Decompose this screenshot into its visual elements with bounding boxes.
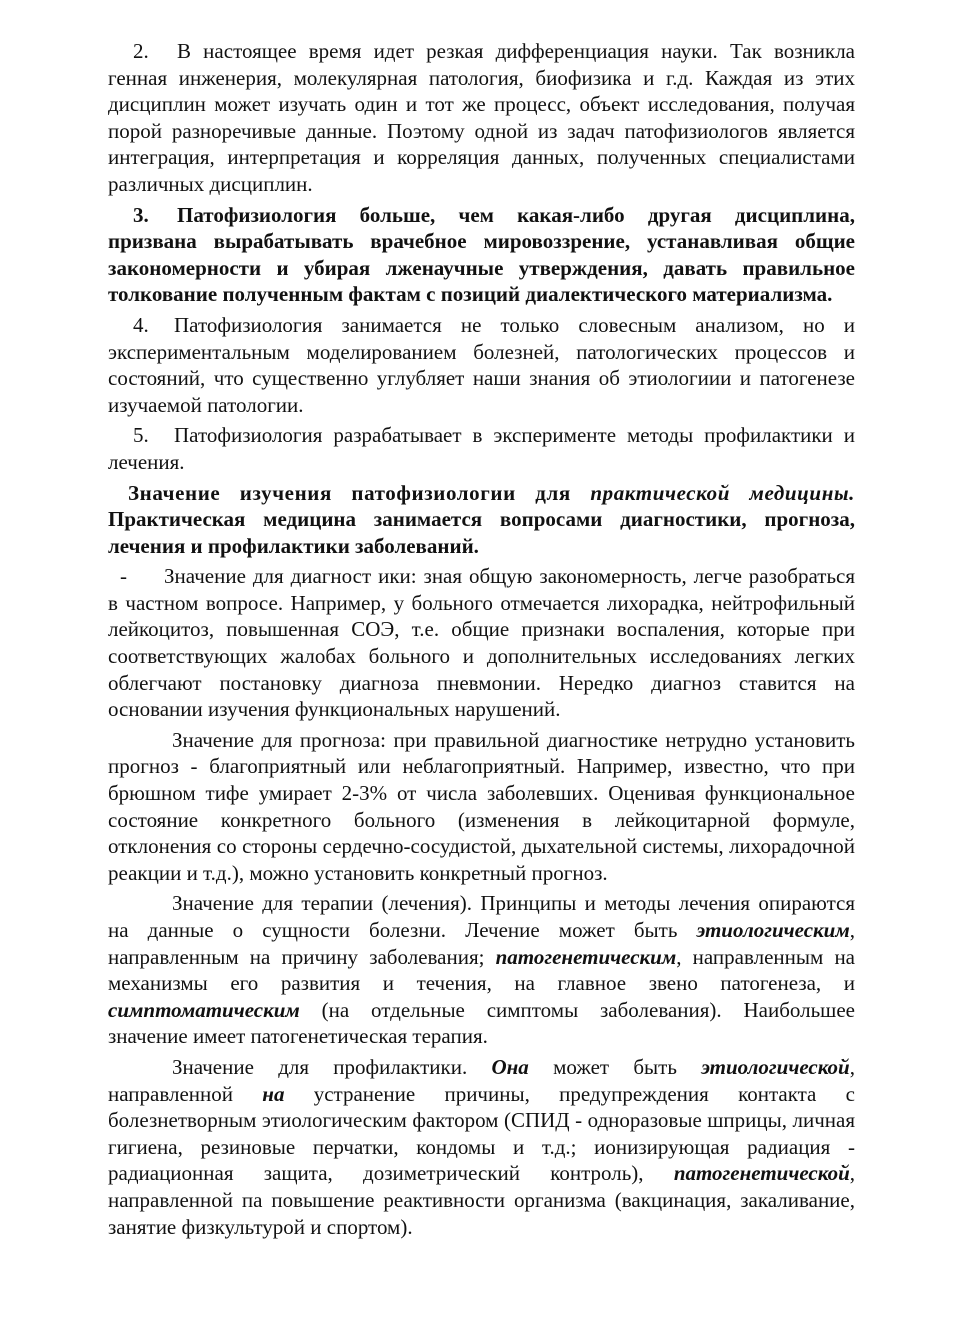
paragraph-diagnostics [108,563,855,723]
emphasis-ona: Она [491,1054,529,1079]
paragraph-text: Патофизиология занимается не только словесным анализом, но и экспериментальным моделированием болезней, патологических процессов и состояний, что существенно углубляет наши знания об этиологиии и патогенезе изучаемой патологии. [108,312,855,417]
text-run: , направленным на механизмы его развития и течения, на главное звено патогенеза, и [108,944,856,996]
paragraph-number: 2. [133,39,149,63]
emphasis-etiological: этиологической [701,1054,850,1079]
paragraph-text: Патофизиология больше, чем какая-либо другая дисциплина, призвана вырабатывать врачебное мировоззрение, устанавливая общие закономерности и убирая лженаучные утверждения, давать правильное толкование полученным фактам с позиций диалектического материализма. [108,202,855,307]
paragraph-prognosis [108,727,855,887]
paragraph-number: 4. [133,312,149,337]
text-run: Значение для терапии (лечения). Принципы и методы лечения опираются на данные о сущности болезни. Лечение может быть [108,891,855,942]
paragraph-2 [108,38,855,198]
emphasis-pathogenetic: патогенетической [673,1161,850,1186]
paragraph-prophylaxis [108,1054,855,1240]
paragraph-5 [108,422,855,475]
text-run: , направленным на причину заболевания; [108,918,855,969]
text-run: (на отдельные симптомы заболевания). Наибольшее значение имеет патогенетическая терапия. [108,997,855,1049]
emphasis-pathogenetic: патогенетическим [495,944,677,969]
text-run: , направленной [108,1054,855,1106]
paragraph-3 [108,202,855,308]
document-page [108,38,855,1240]
text-run: , направленной па повышение реактивности организма (вакцинация, закаливание, занятие физкультурой и спортом). [108,1161,855,1239]
paragraph-text: Значение для прогноза: при правильной диагностике нетрудно установить прогноз - благоприятный или неблагоприятный. Например, известно, что при брюшном тифе умирает 2-3% от числа заболевших. Оценивая функциональное состояние конкретного больного (изменения в лейкоцитарной формуле, отклонения со стороны сердечно-сосудистой, дыхательной системы, лихорадочной реакции и т.д.), можно установить конкретный прогноз. [108,727,855,885]
heading-lead: Значение изучения патофизиологии для [128,480,591,505]
paragraph-4 [108,312,855,418]
paragraph-text: Патофизиология разрабатывает в эксперименте методы профилактики и лечения. [108,423,855,474]
heading-emphasis: практической медицины. [590,480,855,505]
paragraph-text: В настоящее время идет резкая дифференциация науки. Так возникла генная инженерия, молекулярная патология, биофизика и г.д. Каждая из этих дисциплин может изучать один и тот же процесс, объект исследования, получая порой разноречивые данные. Поэтому одной из задач патофизиологов является интеграция, интерпретация и корреляция данных, полученных специалистами различных дисциплин. [108,39,855,196]
heading-rest: Практическая медицина занимается вопросами диагностики, прогноза, лечения и профилактики заболеваний. [108,507,855,558]
text-run: устранение причины, предупреждения контакта с болезнетворным этиологическим фактором (СПИД - одноразовые шприцы, личная гигиена, резиновые перчатки, кондомы и т.д.; ионизирующая радиация - радиационная защита, дозиметрический контроль), [108,1081,855,1186]
emphasis-etiological: этиологическим [696,918,850,942]
emphasis-na: на [262,1081,285,1106]
paragraph-number: 5. [133,423,149,448]
paragraph-text: Значение для диагност ики: зная общую закономерность, легче разобраться в частном вопросе. Например, у больного отмечается лихорадка, нейтрофильный лейкоцитоз, повышенная СОЭ, т.е. общие признаки воспаления, которые при соответствующих жалобах больного и дополнительных исследованиях легких облегчают постановку диагноза пневмонии. Нередко диагноз ставится на основании изучения функциональных нарушений. [108,564,855,722]
text-run: Значение для профилактики. [172,1054,492,1079]
paragraph-therapy [108,890,855,1050]
paragraph-number: 3. [133,202,149,227]
section-heading [108,480,855,560]
list-dash: - [120,564,127,589]
text-run: может быть [528,1054,702,1079]
emphasis-symptomatic: симптоматическим [108,997,300,1022]
